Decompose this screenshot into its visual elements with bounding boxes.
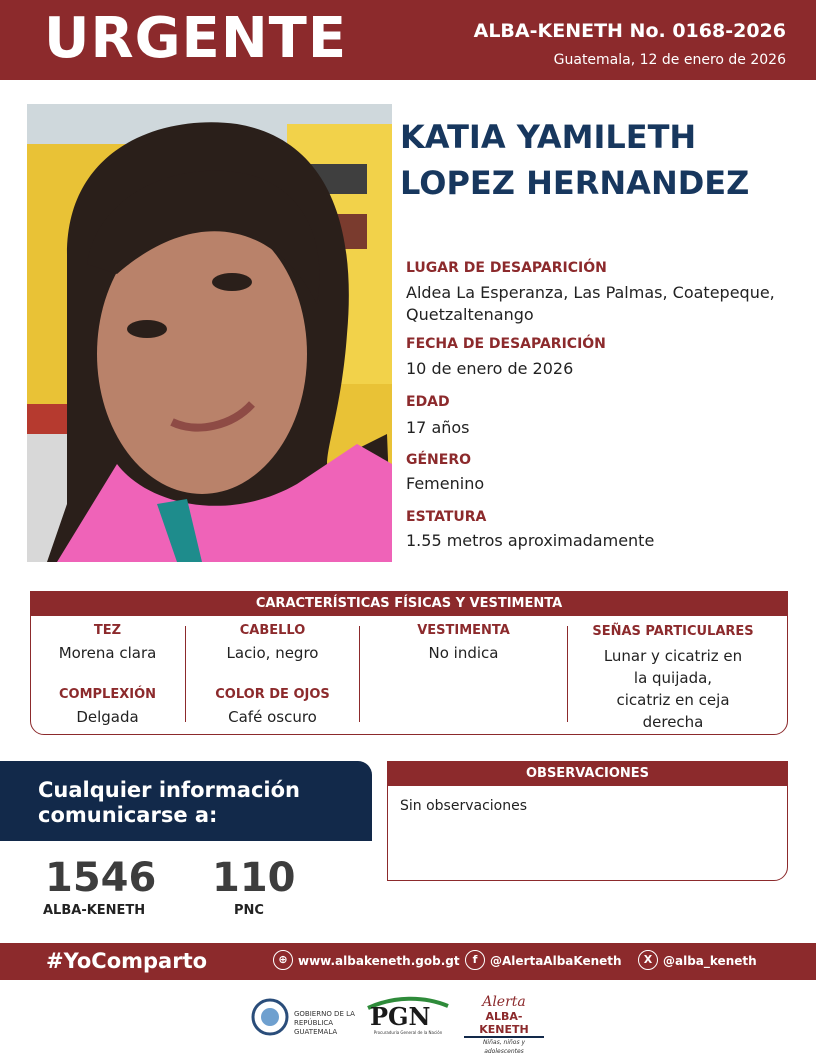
website-link[interactable]: www.albakeneth.gob.gt xyxy=(298,954,460,968)
phone-label-pnc: PNC xyxy=(234,903,264,918)
characteristics-heading: CARACTERÍSTICAS FÍSICAS Y VESTIMENTA xyxy=(30,591,788,616)
lugar-line1: Aldea La Esperanza, Las Palmas, Coatepeque, xyxy=(406,283,775,302)
senas-line2: la quijada, xyxy=(633,669,713,687)
person-name xyxy=(400,114,800,206)
contact-line2: comunicarse a: xyxy=(38,803,218,827)
edad-label: EDAD xyxy=(406,394,450,410)
alert-date: Guatemala, 12 de enero de 2026 xyxy=(553,52,786,68)
lugar-value xyxy=(406,282,801,326)
estatura-label: ESTATURA xyxy=(406,509,487,525)
alerta-logo-main: ALBA-KENETH xyxy=(464,1010,544,1038)
facebook-icon: f xyxy=(465,950,485,970)
fecha-label: FECHA DE DESAPARICIÓN xyxy=(406,336,606,352)
ojos-label: COLOR DE OJOS xyxy=(215,687,330,702)
senas-value xyxy=(568,645,778,733)
tez-value: Morena clara xyxy=(58,644,157,662)
contact-text xyxy=(38,778,300,828)
vestimenta-label: VESTIMENTA xyxy=(417,623,510,638)
x-link[interactable]: @alba_keneth xyxy=(663,954,757,968)
complexion-label: COMPLEXIÓN xyxy=(58,687,156,702)
observations-text: Sin observaciones xyxy=(400,798,528,814)
observations-heading: OBSERVACIONES xyxy=(387,761,788,786)
edad-value: 17 años xyxy=(406,418,470,437)
phone-number-pnc[interactable]: 110 xyxy=(212,855,296,901)
estatura-value: 1.55 metros aproximadamente xyxy=(406,531,655,550)
missing-person-photo xyxy=(27,104,392,562)
senas-line3: cicatriz en ceja xyxy=(616,691,730,709)
phone-number-alba-keneth[interactable]: 1546 xyxy=(45,855,157,901)
cabello-label: CABELLO xyxy=(239,623,306,638)
complexion-value: Delgada xyxy=(76,708,139,726)
tez-label: TEZ xyxy=(93,623,122,638)
lugar-label: LUGAR DE DESAPARICIÓN xyxy=(406,260,607,276)
person-name-line2: LOPEZ HERNANDEZ xyxy=(400,164,750,202)
alerta-alba-keneth-logo xyxy=(464,994,544,1055)
x-icon: X xyxy=(638,950,658,970)
senas-line4: derecha xyxy=(642,713,704,731)
lugar-line2: Quetzaltenango xyxy=(406,305,534,324)
urgent-title: URGENTE xyxy=(44,6,348,71)
globe-icon: ⊕ xyxy=(273,950,293,970)
pgn-logo-subtext: Procuraduría General de la Nación xyxy=(373,1030,443,1035)
vestimenta-value: No indica xyxy=(428,644,499,662)
phone-label-alba-keneth: ALBA-KENETH xyxy=(43,903,146,918)
gobierno-logo xyxy=(250,996,360,1040)
senas-label: SEÑAS PARTICULARES xyxy=(592,624,754,639)
person-name-line1: KATIA YAMILETH xyxy=(400,118,697,156)
pgn-logo xyxy=(364,996,452,1040)
contact-line1: Cualquier información xyxy=(38,778,300,802)
ojos-value: Café oscuro xyxy=(228,708,317,726)
pgn-logo-text: PGN xyxy=(370,1002,431,1031)
genero-value: Femenino xyxy=(406,474,485,493)
gobierno-logo-text: GOBIERNO DE LA REPÚBLICA GUATEMALA xyxy=(294,1010,355,1036)
alerta-logo-top: Alerta xyxy=(482,994,526,1010)
cabello-value: Lacio, negro xyxy=(226,644,319,662)
column-divider xyxy=(359,626,360,722)
fecha-value: 10 de enero de 2026 xyxy=(406,359,574,378)
hashtag: #YoComparto xyxy=(46,949,208,973)
genero-label: GÉNERO xyxy=(406,452,472,468)
alerta-logo-sub: Niñas, niños y adolescentes xyxy=(482,1039,526,1055)
facebook-link[interactable]: @AlertaAlbaKeneth xyxy=(490,954,622,968)
alert-number: ALBA-KENETH No. 0168-2026 xyxy=(473,20,786,42)
senas-line1: Lunar y cicatriz en xyxy=(603,647,743,665)
